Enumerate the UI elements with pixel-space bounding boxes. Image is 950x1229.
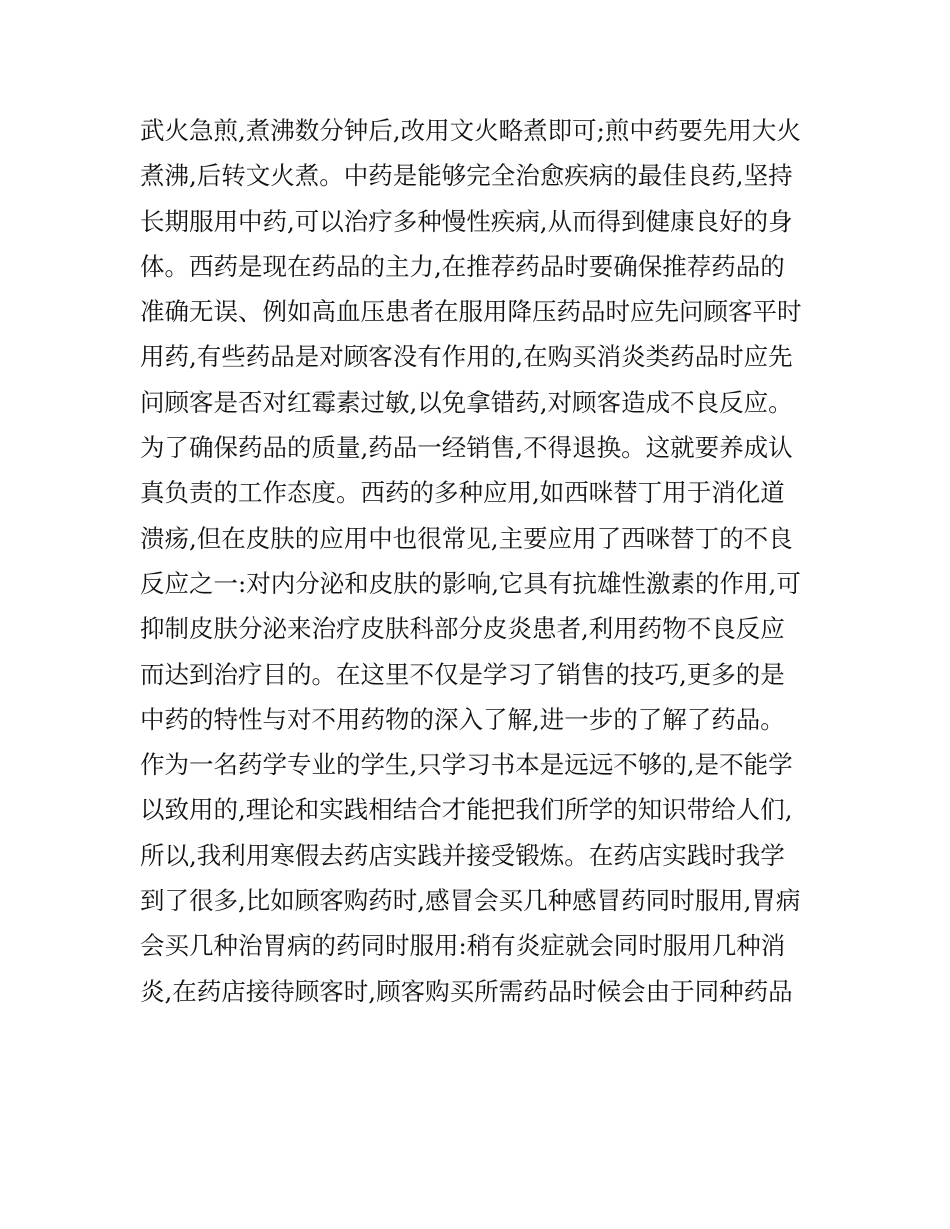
text-line: 真负责的工作态度。西药的多种应用,如西咪替丁用于消化道 [140,478,785,508]
text-line: 以致用的,理论和实践相结合才能把我们所学的知识带给人们, [140,795,793,825]
text-line: 溃疡,但在皮肤的应用中也很常见,主要应用了西咪替丁的不良 [140,523,793,553]
text-line: 武火急煎,煮沸数分钟后,改用文火略煮即可;煎中药要先用大火 [140,116,801,145]
text-line: 中药的特性与对不用药物的深入了解,进一步的了解了药品。 [140,704,785,734]
text-line: 用药,有些药品是对顾客没有作用的,在购买消炎类药品时应先 [140,342,793,372]
text-line: 抑制皮肤分泌来治疗皮肤科部分皮炎患者,利用药物不良反应 [140,614,785,644]
text-line: 准确无误、例如高血压患者在服用降压药品时应先问顾客平时 [140,297,802,327]
text-line: 作为一名药学专业的学生,只学习书本是远远不够的,是不能学 [140,750,793,780]
text-line: 为了确保药品的质量,药品一经销售,不得退换。这就要养成认 [140,433,793,463]
text-line: 问顾客是否对红霉素过敏,以免拿错药,对顾客造成不良反应。 [140,387,793,417]
text-line: 而达到治疗目的。在这里不仅是学习了销售的技巧,更多的是 [140,659,785,689]
text-line: 体。西药是现在药品的主力,在推荐药品时要确保推荐药品的 [140,251,785,281]
text-line: 长期服用中药,可以治疗多种慢性疾病,从而得到健康良好的身 [140,206,793,236]
body-text [140,108,820,1014]
text-line: 会买几种治胃病的药同时服用:稍有炎症就会同时服用几种消 [140,931,786,961]
text-line: 煮沸,后转文火煮。中药是能够完全治愈疾病的最佳良药,坚持 [140,161,793,191]
text-line: 炎,在药店接待顾客时,顾客购买所需药品时候会由于同种药品 [140,976,793,1006]
text-line: 反应之一:对内分泌和皮肤的影响,它具有抗雄性激素的作用,可 [140,568,801,598]
text-line: 到了很多,比如顾客购药时,感冒会买几种感冒药同时服用,胃病 [140,886,801,916]
text-line: 所以,我利用寒假去药店实践并接受锻炼。在药店实践时我学 [140,840,785,870]
